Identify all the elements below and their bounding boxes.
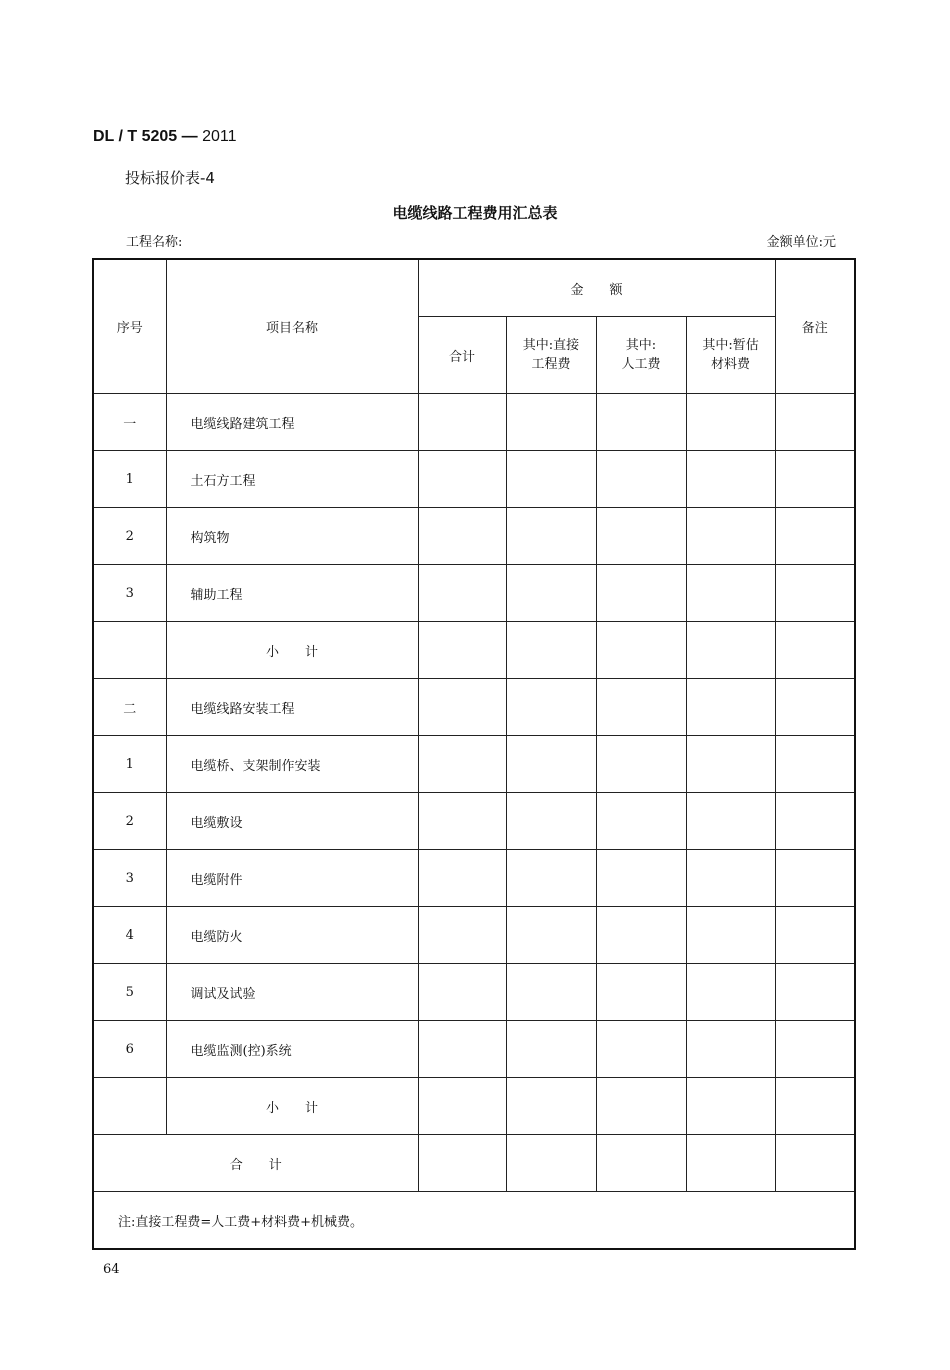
table-row: 2 构筑物: [93, 508, 855, 565]
grand-total-row: [93, 1135, 855, 1192]
page-number: 64: [103, 1262, 120, 1277]
project-name-label: 工程名称:: [126, 235, 183, 250]
table-row: 3 电缆附件: [93, 850, 855, 907]
col-header-labor-cost: 其中: 人工费: [596, 317, 686, 394]
table-row: 5 调试及试验: [93, 964, 855, 1021]
col-header-amount: 金 额: [418, 259, 775, 317]
standard-year: 2011: [197, 128, 237, 145]
table-row: 4 电缆防火: [93, 907, 855, 964]
cost-summary-table: [92, 258, 856, 1250]
table-row: 2 电缆敷设: [93, 793, 855, 850]
form-label: 投标报价表-4: [125, 169, 215, 187]
table-row: 1 电缆桥、支架制作安装: [93, 736, 855, 793]
note-row: [93, 1192, 855, 1250]
subtotal-row: 小 计: [93, 622, 855, 679]
standard-code: DL / T 5205 — 2011: [93, 128, 237, 145]
table-row: 二 电缆线路安装工程: [93, 679, 855, 736]
col-header-total: 合计: [418, 317, 506, 394]
table-note: 注:直接工程费=人工费+材料费+机械费。: [93, 1192, 855, 1250]
amount-unit-label: 金额单位:元: [766, 235, 836, 250]
table-row: 3 辅助工程: [93, 565, 855, 622]
grand-total-label: 合 计: [93, 1135, 418, 1192]
col-header-material-cost: 其中:暂估 材料费: [686, 317, 775, 394]
header-row-1: [93, 259, 855, 317]
table-row: 1 土石方工程: [93, 451, 855, 508]
document-title: 电缆线路工程费用汇总表: [392, 204, 558, 222]
table-row: 6 电缆监测(控)系统: [93, 1021, 855, 1078]
col-header-seq: 序号: [93, 259, 166, 394]
col-header-remark: 备注: [775, 259, 855, 394]
col-header-name: 项目名称: [166, 259, 418, 394]
table-row: 一 电缆线路建筑工程: [93, 394, 855, 451]
subtotal-row: 小 计: [93, 1078, 855, 1135]
col-header-direct-cost: 其中:直接 工程费: [506, 317, 596, 394]
